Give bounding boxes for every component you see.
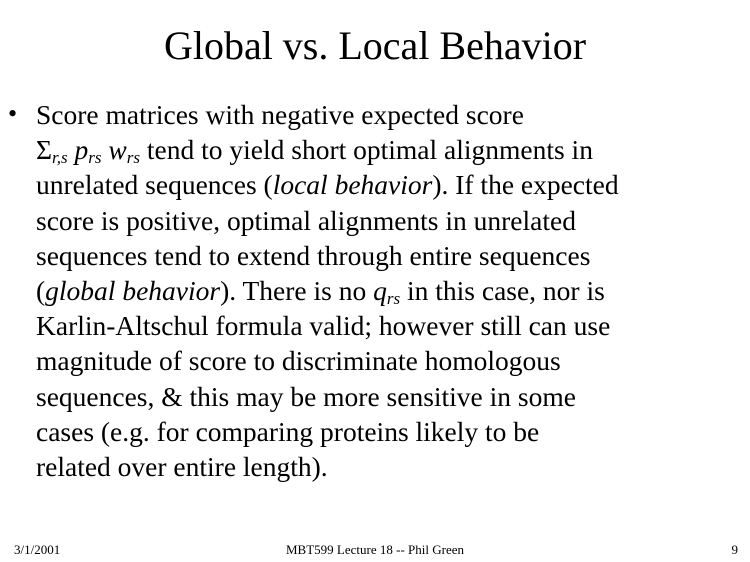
text-line bbox=[36, 132, 748, 167]
text-line bbox=[36, 379, 748, 414]
text-line bbox=[36, 97, 748, 132]
text-run: magnitude of score to discriminate homologous bbox=[36, 345, 561, 377]
text-line bbox=[36, 273, 748, 308]
text-run: tend to yield short optimal alignments in bbox=[140, 134, 593, 166]
italic-term: q bbox=[373, 274, 387, 306]
text-run: score is positive, optimal alignments in unrelated bbox=[36, 204, 576, 236]
footer-page-number: 9 bbox=[731, 542, 738, 557]
subscript: r,s bbox=[52, 147, 68, 167]
text-run: unrelated sequences ( bbox=[36, 169, 273, 201]
subscript: rs bbox=[386, 288, 401, 308]
text-line bbox=[36, 308, 748, 343]
text-line bbox=[36, 343, 748, 378]
text-run: in this case, nor is bbox=[400, 274, 605, 306]
text-run: sequences tend to extend through entire sequences bbox=[36, 239, 591, 271]
slide-title: Global vs. Local Behavior bbox=[163, 23, 587, 68]
text-line bbox=[36, 414, 748, 449]
text-run: ( bbox=[36, 274, 46, 306]
text-line bbox=[36, 167, 748, 202]
italic-term: global behavior bbox=[45, 274, 221, 306]
text-run: Σ bbox=[36, 134, 53, 166]
bullet-icon: • bbox=[8, 99, 18, 128]
italic-term: w bbox=[108, 134, 127, 166]
italic-term: local behavior bbox=[272, 169, 433, 201]
footer-course: MBT599 Lecture 18 -- Phil Green bbox=[286, 542, 464, 557]
text-run: Score matrices with negative expected score bbox=[36, 99, 524, 130]
text-run: related over entire length). bbox=[36, 450, 328, 482]
text-line bbox=[36, 449, 748, 484]
subscript: rs bbox=[88, 147, 102, 167]
subscript: rs bbox=[126, 147, 141, 167]
text-line bbox=[36, 238, 748, 273]
text-run: sequences, & this may be more sensitive in some bbox=[36, 380, 576, 412]
bullet-text bbox=[36, 97, 748, 484]
italic-term: p bbox=[74, 134, 89, 166]
text-line bbox=[36, 203, 748, 238]
footer-date: 3/1/2001 bbox=[14, 542, 61, 557]
text-run: ). If the expected bbox=[432, 169, 619, 201]
text-run: Karlin-Altschul formula valid; however still can use bbox=[36, 310, 611, 342]
text-run: ). There is no bbox=[220, 274, 374, 306]
text-run bbox=[68, 134, 75, 165]
text-run: cases (e.g. for comparing proteins likely to be bbox=[36, 415, 540, 447]
